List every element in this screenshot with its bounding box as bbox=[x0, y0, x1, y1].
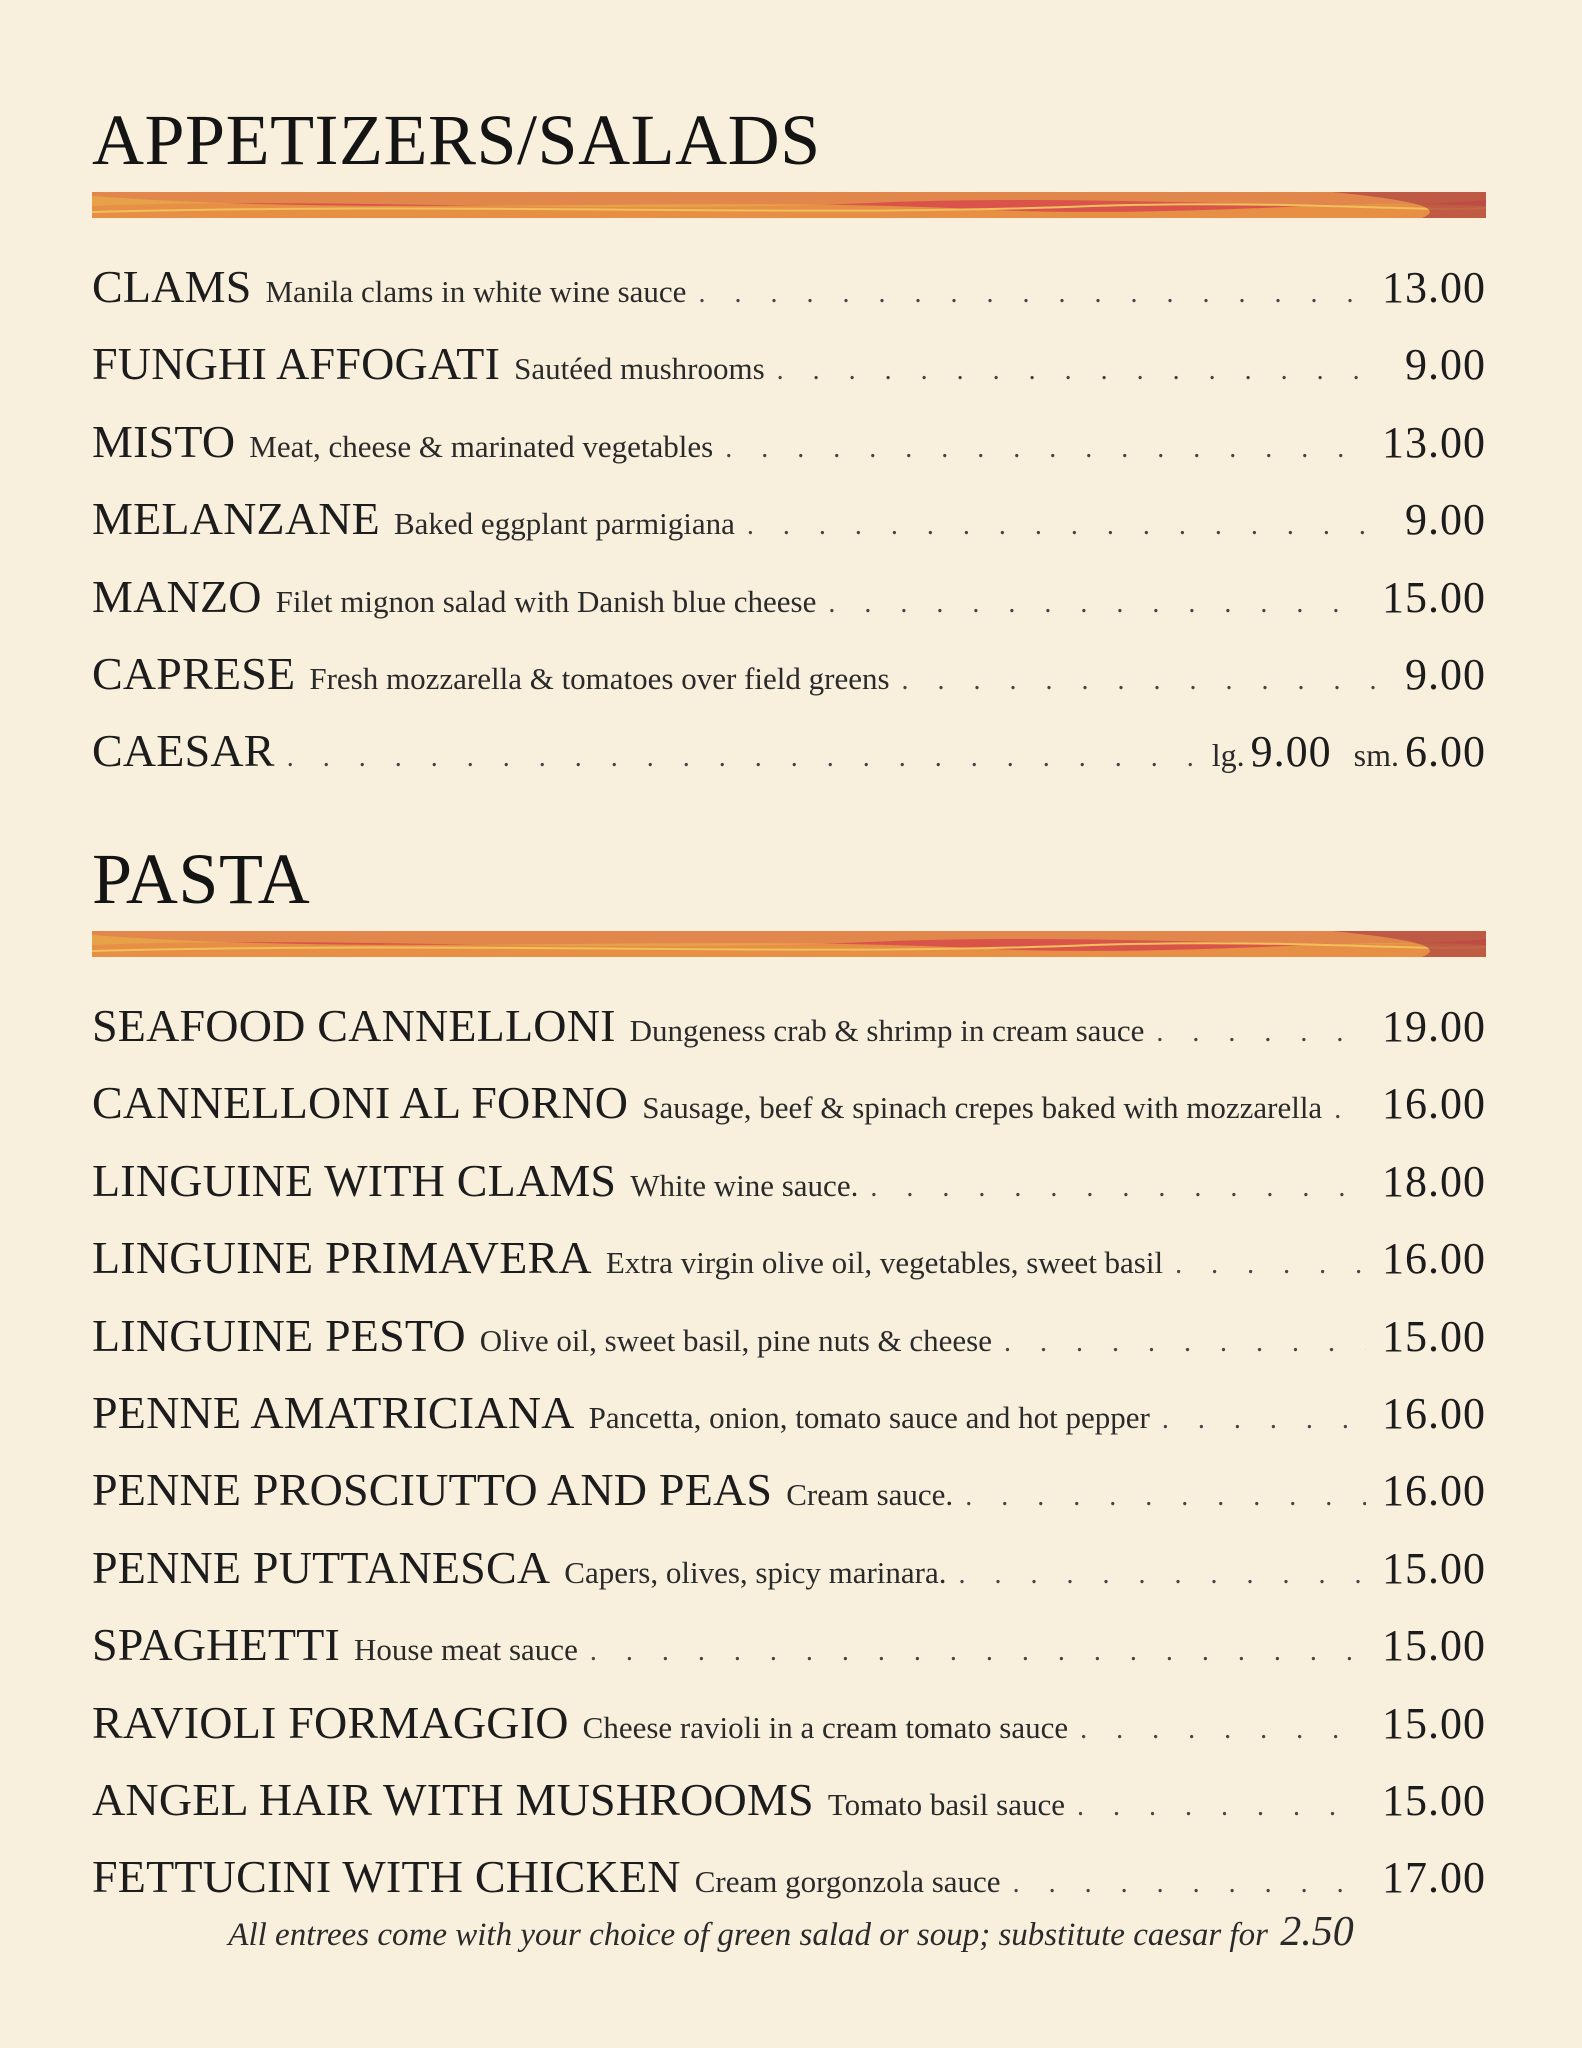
dot-leader bbox=[725, 410, 1366, 480]
item-description: Sausage, beef & spinach crepes baked with mozzarella bbox=[642, 1090, 1323, 1126]
item-name: LINGUINE WITH CLAMS bbox=[92, 1154, 617, 1206]
item-name: PENNE AMATRICIANA bbox=[92, 1386, 575, 1438]
item-price: 15.00 bbox=[1382, 572, 1486, 622]
dot-leader bbox=[1175, 1226, 1366, 1296]
dot-leader bbox=[1077, 1768, 1366, 1838]
item-price: 9.00 bbox=[1405, 495, 1486, 545]
item-price: 15.00 bbox=[1382, 1543, 1486, 1593]
appetizer-list bbox=[92, 248, 1486, 790]
item-description: Sautéed mushrooms bbox=[514, 351, 765, 387]
dot-leader bbox=[958, 1536, 1366, 1606]
dot-leader bbox=[828, 565, 1366, 635]
dot-leader bbox=[1156, 994, 1366, 1064]
dot-leader bbox=[287, 719, 1196, 789]
menu-item bbox=[92, 1838, 1486, 1915]
menu-item bbox=[92, 1142, 1486, 1219]
footer-note bbox=[0, 1908, 1582, 1956]
footer-note-price: 2.50 bbox=[1280, 1909, 1354, 1955]
dot-leader bbox=[1004, 1304, 1366, 1374]
item-price: 16.00 bbox=[1382, 1079, 1486, 1129]
large-size-label: lg. bbox=[1211, 737, 1245, 774]
item-name: LINGUINE PESTO bbox=[92, 1309, 466, 1361]
menu-item bbox=[92, 1761, 1486, 1838]
item-name: CAESAR bbox=[92, 725, 275, 777]
menu-item-caesar bbox=[92, 712, 1486, 789]
item-name: CLAMS bbox=[92, 261, 252, 312]
menu-item bbox=[92, 248, 1486, 325]
dot-leader bbox=[747, 487, 1389, 557]
item-description: Fresh mozzarella & tomatoes over field greens bbox=[309, 660, 890, 696]
pasta-section bbox=[92, 839, 1486, 1916]
dot-leader bbox=[1162, 1381, 1366, 1451]
appetizers-section bbox=[92, 100, 1486, 790]
item-price: 13.00 bbox=[1382, 263, 1486, 312]
menu-item bbox=[92, 1606, 1486, 1683]
dot-leader bbox=[1013, 1845, 1366, 1915]
item-name: CANNELLONI AL FORNO bbox=[92, 1077, 629, 1129]
item-name: PENNE PUTTANESCA bbox=[92, 1541, 551, 1593]
item-name: FUNGHI AFFOGATI bbox=[92, 338, 501, 390]
dot-leader bbox=[902, 642, 1389, 712]
item-description: Dungeness crab & shrimp in cream sauce bbox=[629, 1013, 1145, 1048]
menu-item bbox=[92, 480, 1486, 557]
item-description: Cheese ravioli in a cream tomato sauce bbox=[582, 1709, 1069, 1745]
item-price: 15.00 bbox=[1382, 1621, 1486, 1671]
menu-item bbox=[92, 635, 1486, 712]
menu-item bbox=[92, 1451, 1486, 1528]
menu-item bbox=[92, 1064, 1486, 1141]
item-description: Pancetta, onion, tomato sauce and hot pepper bbox=[588, 1399, 1150, 1435]
item-price: 18.00 bbox=[1382, 1156, 1486, 1206]
item-description: Filet mignon salad with Danish blue cheese bbox=[275, 583, 817, 619]
item-price: 16.00 bbox=[1382, 1234, 1486, 1284]
item-name: MELANZANE bbox=[92, 493, 380, 545]
item-name: FETTUCINI WITH CHICKEN bbox=[92, 1851, 681, 1903]
item-description: Manila clams in white wine sauce bbox=[265, 274, 687, 309]
dot-leader bbox=[1080, 1691, 1366, 1761]
menu-item bbox=[92, 1219, 1486, 1296]
dot-leader bbox=[965, 1458, 1366, 1528]
small-size-label: sm. bbox=[1353, 737, 1399, 774]
item-description: White wine sauce. bbox=[630, 1167, 859, 1203]
item-name: SEAFOOD CANNELLONI bbox=[92, 1000, 616, 1051]
item-description: Capers, olives, spicy marinara. bbox=[564, 1554, 947, 1590]
item-price: 15.00 bbox=[1382, 1775, 1486, 1825]
dot-leader bbox=[590, 1613, 1366, 1683]
footer-note-text: All entrees come with your choice of green salad or soup; substitute caesar for bbox=[228, 1917, 1268, 1953]
item-name: SPAGHETTI bbox=[92, 1619, 341, 1671]
item-price: 16.00 bbox=[1382, 1466, 1486, 1516]
item-name: RAVIOLI FORMAGGIO bbox=[92, 1696, 569, 1748]
dot-leader bbox=[870, 1149, 1366, 1219]
menu-item bbox=[92, 403, 1486, 480]
item-name: ANGEL HAIR WITH MUSHROOMS bbox=[92, 1773, 814, 1825]
menu-item bbox=[92, 325, 1486, 402]
item-price: 16.00 bbox=[1382, 1388, 1486, 1438]
dot-leader bbox=[1334, 1071, 1366, 1141]
item-price: 9.00 bbox=[1405, 649, 1486, 699]
item-description: Tomato basil sauce bbox=[827, 1786, 1065, 1822]
item-price: 13.00 bbox=[1382, 417, 1486, 467]
item-price: 19.00 bbox=[1382, 1002, 1486, 1051]
menu-item bbox=[92, 1297, 1486, 1374]
large-price: 9.00 bbox=[1250, 727, 1332, 777]
item-price: 15.00 bbox=[1382, 1698, 1486, 1748]
menu-item bbox=[92, 1374, 1486, 1451]
item-description: Cream gorgonzola sauce bbox=[694, 1864, 1001, 1900]
decorative-banner bbox=[92, 931, 1486, 957]
section-title-pasta: PASTA bbox=[92, 839, 311, 919]
item-price: 17.00 bbox=[1382, 1853, 1486, 1903]
section-title-appetizers: APPETIZERS/SALADS bbox=[92, 100, 821, 180]
decorative-banner bbox=[92, 192, 1486, 218]
item-description: Cream sauce. bbox=[786, 1477, 954, 1513]
menu-item bbox=[92, 558, 1486, 635]
menu-item bbox=[92, 1684, 1486, 1761]
item-price: 15.00 bbox=[1382, 1311, 1486, 1361]
menu-item bbox=[92, 1529, 1486, 1606]
small-price: 6.00 bbox=[1405, 727, 1486, 777]
menu-item bbox=[92, 987, 1486, 1064]
item-description: House meat sauce bbox=[354, 1632, 578, 1668]
item-price: 9.00 bbox=[1405, 340, 1486, 390]
item-name: PENNE PROSCIUTTO AND PEAS bbox=[92, 1464, 773, 1516]
dot-leader bbox=[777, 332, 1389, 402]
item-description: Meat, cheese & marinated vegetables bbox=[249, 428, 714, 464]
item-name: MANZO bbox=[92, 570, 262, 622]
item-description: Extra virgin olive oil, vegetables, sweet basil bbox=[605, 1245, 1164, 1281]
dot-leader bbox=[698, 255, 1366, 325]
item-description: Baked eggplant parmigiana bbox=[393, 506, 735, 542]
pasta-list bbox=[92, 987, 1486, 1916]
item-name: LINGUINE PRIMAVERA bbox=[92, 1232, 592, 1284]
item-name: MISTO bbox=[92, 415, 236, 467]
item-description: Olive oil, sweet basil, pine nuts & cheese bbox=[479, 1322, 993, 1358]
item-name: CAPRESE bbox=[92, 647, 296, 699]
